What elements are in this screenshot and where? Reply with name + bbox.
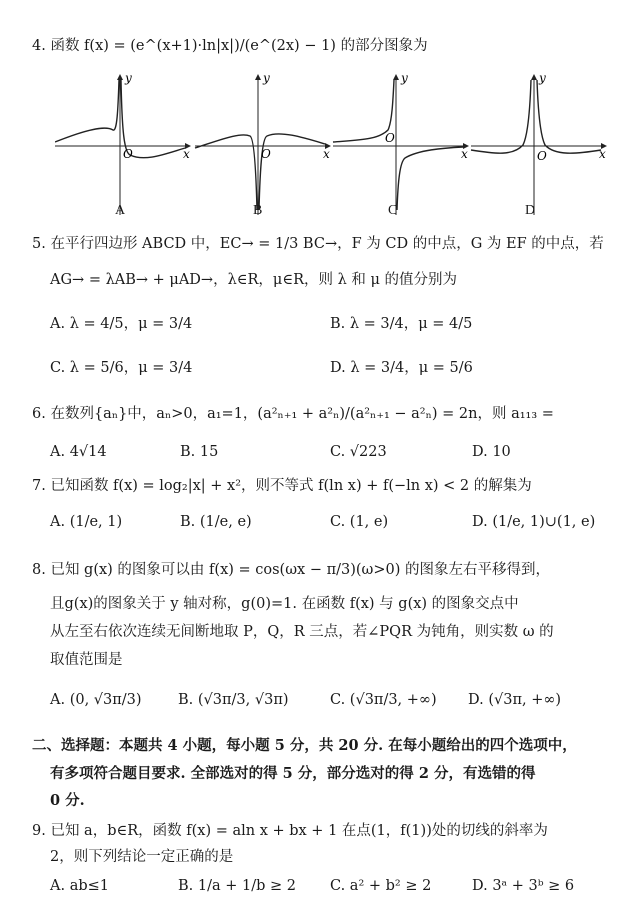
origin-label: O	[385, 131, 395, 145]
q5-option-d: D. λ = 3/4，μ = 5/6	[330, 360, 473, 376]
graph-b	[195, 71, 330, 215]
origin-label: O	[537, 149, 547, 163]
q8-option-c: C. (√3π/3, +∞)	[330, 692, 437, 708]
q6-stem: 6. 在数列{aₙ}中，aₙ>0，a₁=1，(a²ₙ₊₁ + a²ₙ)/(a²ₙ₊₁ − a²ₙ) = 2n，则 a₁₁₃ =	[32, 406, 554, 422]
q5-stem-line2: AG→ = λAB→ + μAD→，λ∈R，μ∈R，则 λ 和 μ 的值分别为	[50, 272, 458, 288]
q8-stem-line1: 8. 已知 g(x) 的图象可以由 f(x) = cos(ωx − π/3)(ω>0) 的图象左右平移得到，	[32, 562, 551, 578]
x-axis-label: x	[323, 147, 330, 161]
q5-option-a: A. λ = 4/5，μ = 3/4	[50, 316, 193, 332]
q5-option-c: C. λ = 5/6，μ = 3/4	[50, 360, 193, 376]
q6-option-c: C. √223	[330, 444, 387, 460]
graph-d	[471, 71, 606, 215]
q7-option-b: B. (1/e, e)	[180, 514, 252, 530]
q8-stem-line4: 取值范围是	[50, 652, 123, 668]
section2-heading-line3: 0 分.	[50, 792, 85, 809]
q8-option-b: B. (√3π/3, √3π)	[178, 692, 289, 708]
q9-option-d: D. 3ᵃ + 3ᵇ ≥ 6	[472, 878, 575, 894]
section2-heading-line2: 有多项符合题目要求. 全部选对的得 5 分，部分选对的得 2 分，有选错的得	[50, 765, 536, 782]
y-axis-label: y	[125, 71, 132, 85]
graph-label-a: A	[115, 203, 126, 218]
q4-stem: 4. 函数 f(x) = (e^(x+1)·ln|x|)/(e^(2x) − 1) 的部分图象为	[32, 38, 428, 54]
section2-heading-line1: 二、选择题：本题共 4 小题，每小题 5 分，共 20 分. 在每小题给出的四个选项中，	[32, 737, 577, 754]
q9-stem-line1: 9. 已知 a，b∈R，函数 f(x) = aln x + bx + 1 在点(1，f(1))处的切线的斜率为	[32, 823, 548, 839]
graph-label-b: B	[253, 203, 263, 218]
graph-label-c: C	[388, 203, 398, 218]
q7-option-a: A. (1/e, 1)	[50, 514, 123, 530]
q8-stem-line3: 从左至右依次连续无间断地取 P，Q，R 三点，若∠PQR 为钝角，则实数 ω 的	[50, 624, 554, 640]
q8-stem-line2: 且g(x)的图象关于 y 轴对称，g(0)=1. 在函数 f(x) 与 g(x) 的图象交点中	[50, 596, 519, 612]
q8-option-a: A. (0, √3π/3)	[50, 692, 142, 708]
q9-option-a: A. ab≤1	[50, 878, 109, 894]
q8-option-d: D. (√3π, +∞)	[468, 692, 562, 708]
q9-stem-line2: 2，则下列结论一定正确的是	[50, 849, 234, 865]
y-axis-label: y	[401, 71, 408, 85]
graph-c	[333, 71, 468, 215]
q9-option-c: C. a² + b² ≥ 2	[330, 878, 432, 894]
q5-stem-line1: 5. 在平行四边形 ABCD 中，EC→ = 1/3 BC→，F 为 CD 的中点，G 为 EF 的中点，若	[32, 236, 604, 252]
q7-option-c: C. (1, e)	[330, 514, 389, 530]
origin-label: O	[261, 147, 271, 161]
x-axis-label: x	[183, 147, 190, 161]
origin-label: O	[123, 147, 133, 161]
y-axis-label: y	[263, 71, 270, 85]
q6-option-b: B. 15	[180, 444, 219, 460]
q9-option-b: B. 1/a + 1/b ≥ 2	[178, 878, 296, 894]
graph-label-d: D	[525, 203, 536, 218]
x-axis-label: x	[461, 147, 468, 161]
q4-graphs	[55, 70, 615, 220]
x-axis-label: x	[599, 147, 606, 161]
q7-option-d: D. (1/e, 1)∪(1, e)	[472, 514, 596, 530]
q7-stem: 7. 已知函数 f(x) = log₂|x| + x²，则不等式 f(ln x) + f(−ln x) < 2 的解集为	[32, 478, 532, 494]
y-axis-label: y	[539, 71, 546, 85]
q6-option-d: D. 10	[472, 444, 511, 460]
q5-option-b: B. λ = 3/4，μ = 4/5	[330, 316, 473, 332]
q6-option-a: A. 4√14	[50, 444, 107, 460]
graph-a	[55, 71, 190, 215]
